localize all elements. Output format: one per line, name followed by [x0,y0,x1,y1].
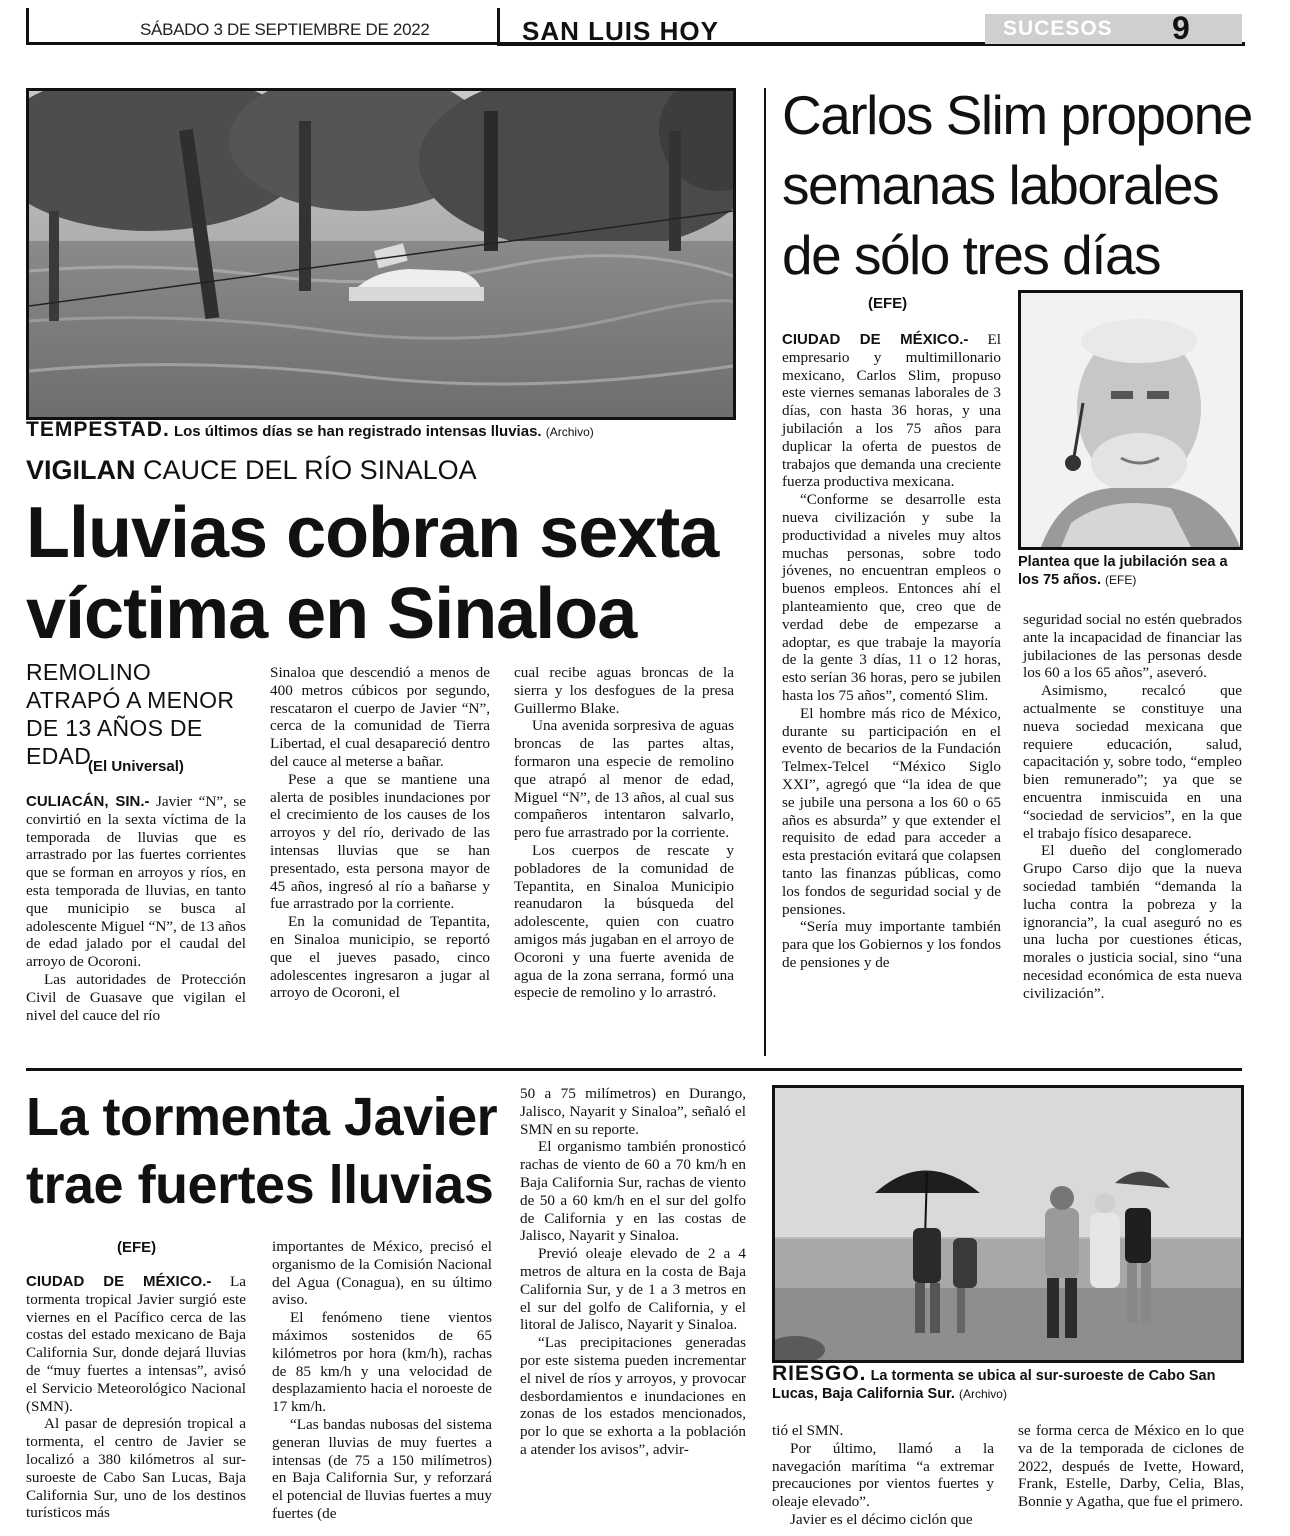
story1-paragraph: Una avenida sorpresiva de aguas broncas de las partes altas, formaron una especie de remolino que atrapó al menor de edad, Miguel “N”, de 13 años, al cual sus compañeros intentaron salvarlo, pero fue arrastrado por la corriente. [514,717,734,842]
story1-paragraph: Sinaloa que descendió a menos de 400 metros cúbicos por segundo, rescataron el cuerpo de Javier “N”, cerca de la comunidad de Tierra Libertad, el cual desapareció dentro del cauce al meterse a bañar. [270,664,490,770]
dateline: CIUDAD DE MÉXICO.- [26,1273,212,1290]
caption-text: Plantea que la jubilación sea a los 75 años. [1018,554,1228,588]
story3-paragraph: Javier es el décimo ciclón que [790,1510,973,1528]
story1-headline-line2: víctima en Sinaloa [26,574,637,654]
story1-column-1 [26,793,246,1024]
caption-source: (EFE) [1105,573,1137,587]
kicker-rest: CAUCE DEL RÍO SINALOA [143,455,477,485]
story1-paragraph: CULIACÁN, SIN.- Javier “N”, se convirtió en la sexta víctima de la temporada de lluvias que es arrastrado por las fuertes corrientes que se forman en arroyos y ríos, en esta temporada de lluvias, en tanto que municipio se busca al adolescente Miguel “N”, de 13 años de edad jalado por el caudal del arroyo de Ocoroni. [26,793,246,971]
story2-byline: (EFE) [868,295,908,312]
people-with-umbrellas-image [775,1088,1241,1360]
beach-photo-caption [772,1362,1244,1403]
story2-paragraph: “Conforme se desarrolle esta nueva civilización y sube la productividad a niveles muy altos muchas personas, sobre todo jóvenes, no encuentran empleos o buenos empleos. Entonces ahí el planteamiento que, creo que de verdad debe de empezarse a adoptar, es que trabaje la mayoría de la gente 3 días, 11 o 12 horas, esto serían 36 horas, pero se jubilen hasta los 75 años”, comentó Slim. [782,491,1001,704]
flood-photo-caption [26,418,746,441]
story2-paragraph: El dueño del conglomerado Grupo Carso dijo que la nueva sociedad también “demanda la lucha contra la pobreza y la ignorancia”, la cual aseguró no es una lucha por cuestiones éticas, morales o justicia social, sino “una necesidad económica de esta nueva civilización”. [1023,842,1242,1002]
story3-paragraph: “Las bandas nubosas del sistema generan lluvias de muy fuertes a intensas (de 75 a 150 milímetros) en Baja California Sur, y reforzará el potencial de lluvias fuertes a muy fuertes (de [272,1415,492,1522]
story1-paragraph: Pese a que se mantiene una alerta de posibles inundaciones por el crecimiento de los causes de los arroyos y del río, derivado de las intensas lluvias que se han presentado, esta persona mayor de 45 años, ingresó al río a bañarse y fue arrastrado por la corriente. [270,770,490,913]
dateline: CIUDAD DE MÉXICO.- [782,331,969,348]
story3-column-1 [26,1273,246,1522]
slim-photo-caption [1018,553,1244,589]
story3-paragraph: CIUDAD DE MÉXICO.- La tormenta tropical Javier surgió este viernes en el Pacífico cerca de las costas del estado mexicano de Baja California Sur, donde dejará lluvias de “muy fuertes a intensas”, avisó el Servicio Meteorológico Nacional (SMN). [26,1273,246,1415]
story2-headline-line2: semanas laborales [782,154,1219,216]
story1-deck: REMOLINO ATRAPÓ A MENOR DE 13 AÑOS DE EDAD [26,659,235,769]
column-divider [764,88,766,1056]
beach-rain-photo [772,1085,1244,1363]
caption-source: (Archivo) [545,425,594,439]
story3-paragraph: se forma cerca de México en lo que va de la temporada de ciclones de 2022, después de Ivette, Howard, Frank, Estelle, Darby, Celia, Blas, Bonnie y Agatha, que fue el primero. [1018,1422,1244,1511]
story2-paragraph: CIUDAD DE MÉXICO.- El empresario y multimillonario mexicano, Carlos Slim, propuso este viernes semanas laborales de 3 días, con hasta 36 horas, y una jubilación a los 75 años para duplicar la oferta de puestos de trabajos que demanda una creciente fuerza productiva mexicana. [782,331,1002,491]
newspaper-name: SAN LUIS HOY [522,16,719,46]
story1-column-2 [270,664,490,1002]
story2-paragraph: Asimismo, recalcó que actualmente se constituye una nueva sociedad mexicana que requiere educación, salud, capacitación y, sobre todo, “empleo bien remunerado”; ya que se encuentra inmiscuida en una “sociedad de servicios”, en la que el trabajo físico desaparece. [1023,682,1242,842]
story1-paragraph: Los cuerpos de rescate y pobladores de la comunidad de Tepantita, en Sinaloa Municipio reanudaron la búsqueda del adolescente, quien con cuatro amigos más jugaban en el arroyo de Ocoroni y una fuerte avenida de agua de la zona serrana, formó una especie de remolino y lo arrastró. [514,841,734,1002]
slim-portrait-photo [1018,290,1243,550]
story2-paragraph: “Sería muy importante también para que los Gobiernos y los fondos de pensiones y de [782,918,1001,971]
flood-photo [26,88,736,420]
story3-paragraph: Por último, llamó a la navegación marítima “a extremar precauciones por vientos fuertes y oleaje elevado”. [772,1439,994,1511]
caption-text: La tormenta se ubica al sur-suroeste de Cabo San Lucas, Baja California Sur. [772,1368,1216,1402]
story2-headline-line1: Carlos Slim propone [782,84,1252,146]
story3-column-5 [1018,1422,1244,1511]
story1-paragraph: En la comunidad de Tepantita, en Sinaloa municipio, se reportó que el jueves pasado, cinco adolescentes ingresaron a jugar al arroyo de Ocoroni, el [270,913,490,1002]
issue-date: SÁBADO 3 DE SEPTIEMBRE DE 2022 [140,20,430,39]
caption-source: (Archivo) [958,1387,1007,1401]
story3-headline-line2: trae fuertes lluvias [26,1155,494,1215]
section-divider [26,1068,1242,1071]
story3-paragraph: “Las precipitaciones generadas por este sistema pueden incrementar el nivel de ríos y arroyos, y provocar desbordamientos e inundaciones en zonas de los estados mencionados, por lo que se exhorta a la población a atender los avisos”, advir- [520,1334,746,1458]
story3-paragraph: tió el SMN. [772,1422,844,1439]
story3-byline: (EFE) [117,1239,157,1256]
story3-paragraph: 50 a 75 milímetros) en Durango, Jalisco, Nayarit y Sinaloa”, señaló el SMN en su reporte. [520,1085,746,1138]
page-number: 9 [1172,10,1190,46]
story2-headline-line3: de sólo tres días [782,224,1161,286]
story1-byline: (El Universal) [88,758,184,775]
portrait-image [1021,293,1240,547]
caption-keyword: RIESGO. [772,1362,867,1385]
story3-column-3 [520,1085,746,1459]
story3-column-4 [772,1422,994,1529]
dateline: CULIACÁN, SIN.- [26,793,150,810]
story3-paragraph: El organismo también pronosticó rachas de viento de 60 a 70 km/h en Baja California Sur, rachas de viento de 50 a 60 km/h en el sur del golfo de California y en las costas de Jalisco, Nayarit y Sinaloa. [520,1138,746,1245]
story2-paragraph: El hombre más rico de México, durante su participación en el evento de becarios de la Fundación Telmex-Telcel “México Siglo XXI”, agregó que “la idea de que se jubile una persona a los 60 o 65 años es absurda” y que extender el requisito de edad para acceder a esta prestación evitará que colapsen tanto las finanzas públicas, como los fondos de seguridad social y de pensiones. [782,704,1001,918]
story1-headline-line1: Lluvias cobran sexta [26,493,719,573]
story1-paragraph: Las autoridades de Protección Civil de Guasave que vigilan el nivel del cauce del río [26,970,246,1024]
story1-column-3 [514,664,734,1002]
story2-paragraph: seguridad social no estén quebrados ante la incapacidad de financiar las jubilaciones de las personas desde los 60 a los 65 años”, aseveró. [1023,611,1242,682]
story2-column-1 [782,331,1001,972]
section-name: SUCESOS [1003,17,1113,40]
kicker-bold: VIGILAN [26,455,136,485]
story3-column-2 [272,1238,492,1523]
story3-paragraph: importantes de México, precisó el organismo de la Comisión Nacional del Agua (Conagua), en su último aviso. [272,1238,492,1309]
caption-keyword: TEMPESTAD. [26,418,170,441]
caption-text: Los últimos días se han registrado intensas lluvias. [173,423,542,440]
story3-paragraph: Previó oleaje elevado de 2 a 4 metros de altura en la costa de Baja California Sur, y de 1 a 3 metros en el sur del golfo de California, y el litoral de Jalisco, Nayarit y Sinaloa. [520,1245,746,1334]
story3-paragraph: Al pasar de depresión tropical a tormenta, el centro de Javier se localizó a 380 kilómetros al sur-suroeste de Cabo San Lucas, Baja California Sur, uno de los destinos turísticos más [26,1415,246,1522]
story2-column-2 [1023,611,1242,1003]
story3-headline-line1: La tormenta Javier [26,1087,498,1147]
flooded-street-image [29,91,733,417]
story1-kicker [26,455,477,486]
story1-paragraph: cual recibe aguas broncas de la sierra y los desfogues de la presa Guillermo Blake. [514,664,734,717]
story3-paragraph: El fenómeno tiene vientos máximos sostenidos de 65 kilómetros por hora (km/h), rachas de 85 km/h y una velocidad de desplazamiento hacia el noroeste de 17 km/h. [272,1309,492,1416]
